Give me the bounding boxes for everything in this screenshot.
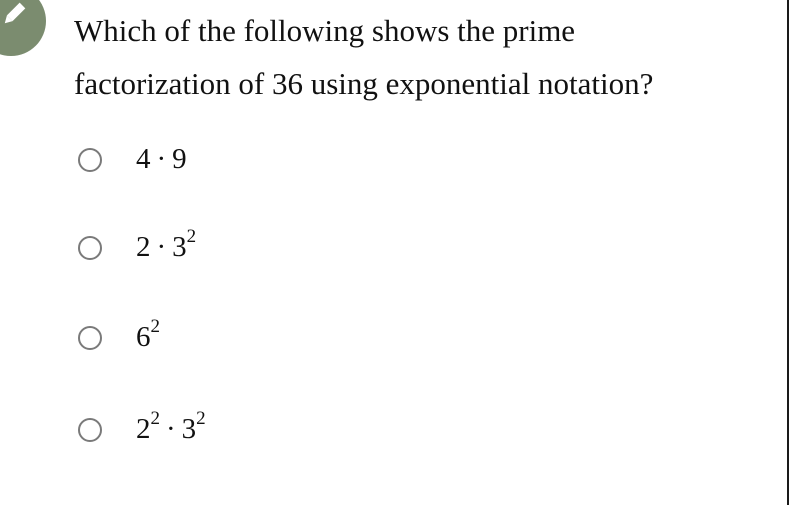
choice-4-term-2-base: 3 — [181, 413, 197, 445]
choice-3-term-1-exponent: 2 — [150, 316, 160, 338]
radio-button-choice-2[interactable] — [78, 236, 102, 260]
choice-1-term-2-base: 9 — [172, 143, 187, 175]
choice-4-expression — [136, 410, 206, 448]
choice-1-term-1-base: 4 — [136, 143, 151, 175]
multiply-dot: · — [156, 231, 167, 263]
question-text — [74, 4, 774, 110]
radio-button-choice-1[interactable] — [78, 148, 102, 172]
question-line-1: Which of the following shows the prime — [74, 13, 576, 48]
multiply-dot: · — [156, 143, 167, 175]
choice-2-term-2-exponent: 2 — [186, 226, 197, 248]
pencil-icon — [0, 0, 28, 28]
choice-2-term-1-base: 2 — [136, 231, 151, 263]
edit-badge — [0, 0, 46, 56]
choice-2-expression — [136, 228, 196, 266]
radio-button-choice-3[interactable] — [78, 326, 102, 350]
answer-choice-4[interactable] — [74, 406, 374, 454]
question-line-2: factorization of 36 using exponential notation? — [74, 66, 654, 101]
choice-3-term-1-base: 6 — [136, 321, 151, 353]
choice-4-term-1-base: 2 — [136, 413, 151, 445]
answer-choice-2[interactable] — [74, 224, 374, 272]
answer-choice-3[interactable] — [74, 314, 374, 362]
answer-choice-1[interactable] — [74, 136, 374, 184]
choice-1-expression — [136, 140, 187, 178]
choice-4-term-1-exponent: 2 — [150, 408, 160, 430]
choice-3-expression — [136, 318, 160, 356]
multiply-dot: · — [166, 413, 176, 445]
choice-2-term-2-base: 3 — [172, 231, 187, 263]
right-divider — [787, 0, 789, 505]
radio-button-choice-4[interactable] — [78, 418, 102, 442]
choice-4-term-2-exponent: 2 — [196, 408, 206, 430]
